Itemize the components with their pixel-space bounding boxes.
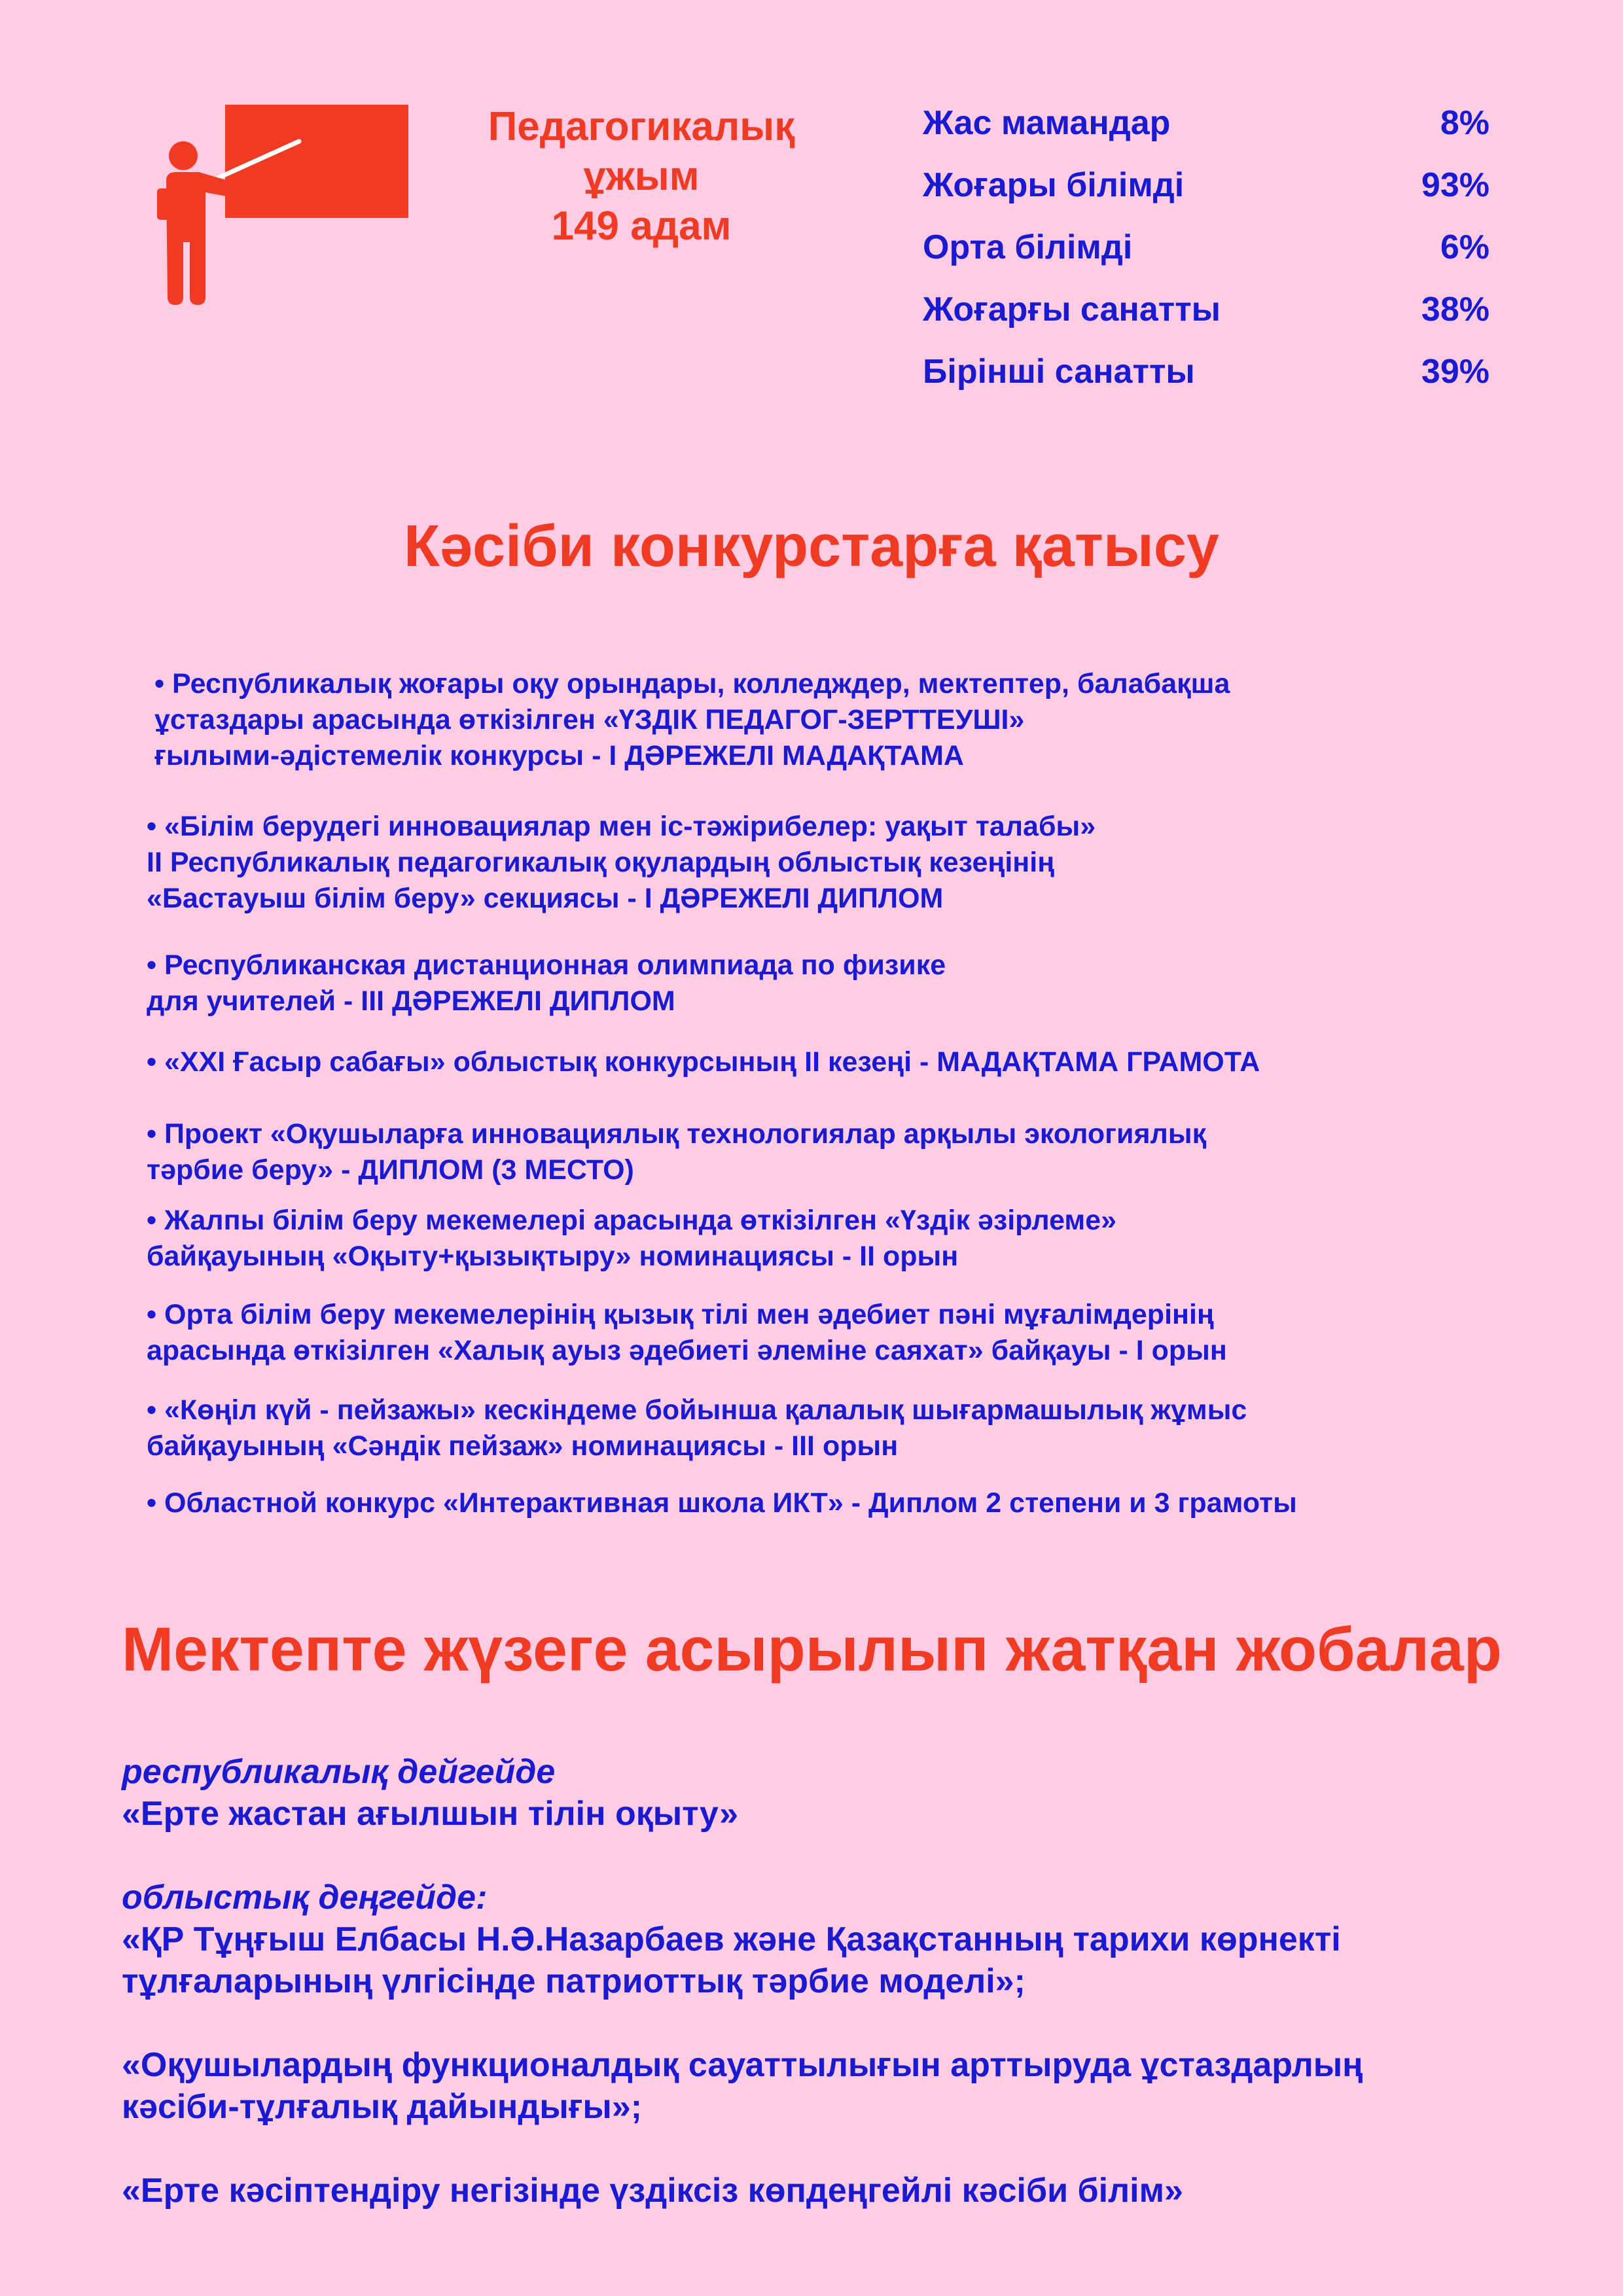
contest-item: [147, 1485, 1297, 1521]
staff-title-line1: Педагогикалық: [488, 104, 795, 149]
contest-line: байқауының «Сәндік пейзаж» номинациясы - ІІІ орын: [147, 1430, 899, 1462]
contest-item: [147, 1392, 1247, 1464]
contest-item: [154, 666, 1230, 774]
regional-project-3: «Ерте кәсіптендіру негізінде үздіксіз көпдеңгейлі кәсіби білім»: [122, 2172, 1183, 2210]
contest-line: тәрбие беру» - ДИПЛОМ (3 МЕСТО): [147, 1154, 634, 1186]
spacer: [122, 1835, 1561, 1877]
contest-item: [147, 809, 1096, 917]
stat-label: Бірінші санатты: [923, 353, 1195, 391]
contest-item: [147, 947, 946, 1019]
regional-project-2-line1: «Оқушылардың функционалдық сауаттылығын арттыруда ұстаздарлың: [122, 2046, 1363, 2084]
staff-summary: [432, 102, 851, 251]
contest-item: [147, 1044, 1260, 1080]
stat-label: Жоғары білімді: [923, 166, 1185, 204]
contest-item: [147, 1297, 1227, 1369]
contest-line: • Областной конкурс «Интерактивная школа ИКТ» - Диплом 2 степени и 3 грамоты: [147, 1487, 1297, 1519]
contest-line: для учителей - ІІІ ДӘРЕЖЕЛІ ДИПЛОМ: [147, 985, 675, 1017]
contest-line: • «XXI Ғасыр сабағы» облыстық конкурсының ІІ кезеңі - МАДАҚТАМА ГРАМОТА: [147, 1046, 1260, 1078]
stat-value: 38%: [1421, 291, 1489, 328]
contest-item: [147, 1203, 1116, 1275]
regional-project-1-line1: «ҚР Тұңғыш Елбасы Н.Ә.Назарбаев және Қазақстанның тарихи көрнекті: [122, 1920, 1341, 1958]
staff-title-line2: ұжым: [583, 154, 700, 199]
contest-line: «Бастауыш білім беру» секциясы - І ДӘРЕЖЕЛІ ДИПЛОМ: [147, 883, 944, 914]
contest-line: • Республикалық жоғары оқу орындары, колледждер, мектептер, балабақша: [154, 668, 1230, 699]
regional-project-2-line2: кәсіби-тұлғалық дайындығы»;: [122, 2088, 643, 2126]
spacer: [122, 2002, 1561, 2044]
stat-value: 93%: [1421, 166, 1489, 204]
regional-level-label: облыстық деңгейде:: [122, 1879, 488, 1916]
contest-line: • Республиканская дистанционная олимпиада по физике: [147, 949, 946, 981]
spacer: [122, 2128, 1561, 2170]
contest-line: арасында өткізілген «Халық ауыз әдебиеті әлеміне саяхат» байқауы - І орын: [147, 1335, 1227, 1366]
head-shape: [169, 141, 198, 170]
stat-row: [923, 221, 1489, 283]
projects-heading: Мектепте жүзеге асырылып жатқан жобалар: [122, 1615, 1502, 1684]
teacher-pointer-icon: [147, 103, 408, 306]
contest-line: • Орта білім беру мекемелерінің қызық тілі мен әдебиет пәні мұғалімдерінің: [147, 1299, 1214, 1330]
stat-value: 8%: [1440, 104, 1489, 142]
book-shape: [157, 188, 177, 220]
contest-line: • «Білім берудегі инновациялар мен іс-тәжірибелер: уақыт талабы»: [147, 811, 1096, 842]
stat-row: [923, 345, 1489, 408]
republic-level-label: республикалық дейгейде: [122, 1753, 556, 1791]
stat-row: [923, 283, 1489, 345]
stat-label: Жоғарғы санатты: [923, 291, 1221, 328]
contest-line: байқауының «Оқыту+қызықтыру» номинациясы - ІІ орын: [147, 1241, 959, 1272]
regional-project-1-line2: тұлғаларының үлгісінде патриоттық тәрбие моделі»;: [122, 1962, 1026, 2000]
staff-stats-table: [923, 97, 1489, 408]
contest-line: • Жалпы білім беру мекемелері арасында өткізілген «Үздік әзірлеме»: [147, 1205, 1117, 1236]
stat-label: Орта білімді: [923, 228, 1133, 266]
contest-item: [147, 1116, 1206, 1188]
stat-row: [923, 159, 1489, 221]
republic-project: «Ерте жастан ағылшын тілін оқыту»: [122, 1795, 739, 1833]
contest-line: ғылыми-әдістемелік конкурсы - І ДӘРЕЖЕЛІ МАДАҚТАМА: [154, 740, 964, 771]
staff-count: 149 адам: [551, 203, 732, 249]
stat-value: 6%: [1440, 228, 1489, 266]
contest-line: ІІ Республикалық педагогикалық оқулардың облыстық кезеңінің: [147, 847, 1055, 878]
contests-heading: Кәсіби конкурстарға қатысу: [404, 514, 1219, 579]
contest-line: ұстаздары арасында өткізілген «ҮЗДІК ПЕДАГОГ-ЗЕРТТЕУШІ»: [154, 704, 1025, 735]
body-shape: [166, 172, 247, 305]
stat-row: [923, 97, 1489, 159]
projects-section: [122, 1751, 1561, 2212]
contest-line: • «Көңіл күй - пейзажы» кескіндеме бойынша қалалық шығармашылық жұмыс: [147, 1394, 1247, 1426]
stat-label: Жас мамандар: [923, 104, 1171, 142]
contest-line: • Проект «Оқушыларға инновациялық технологиялар арқылы экологиялық: [147, 1118, 1207, 1150]
stat-value: 39%: [1421, 353, 1489, 391]
